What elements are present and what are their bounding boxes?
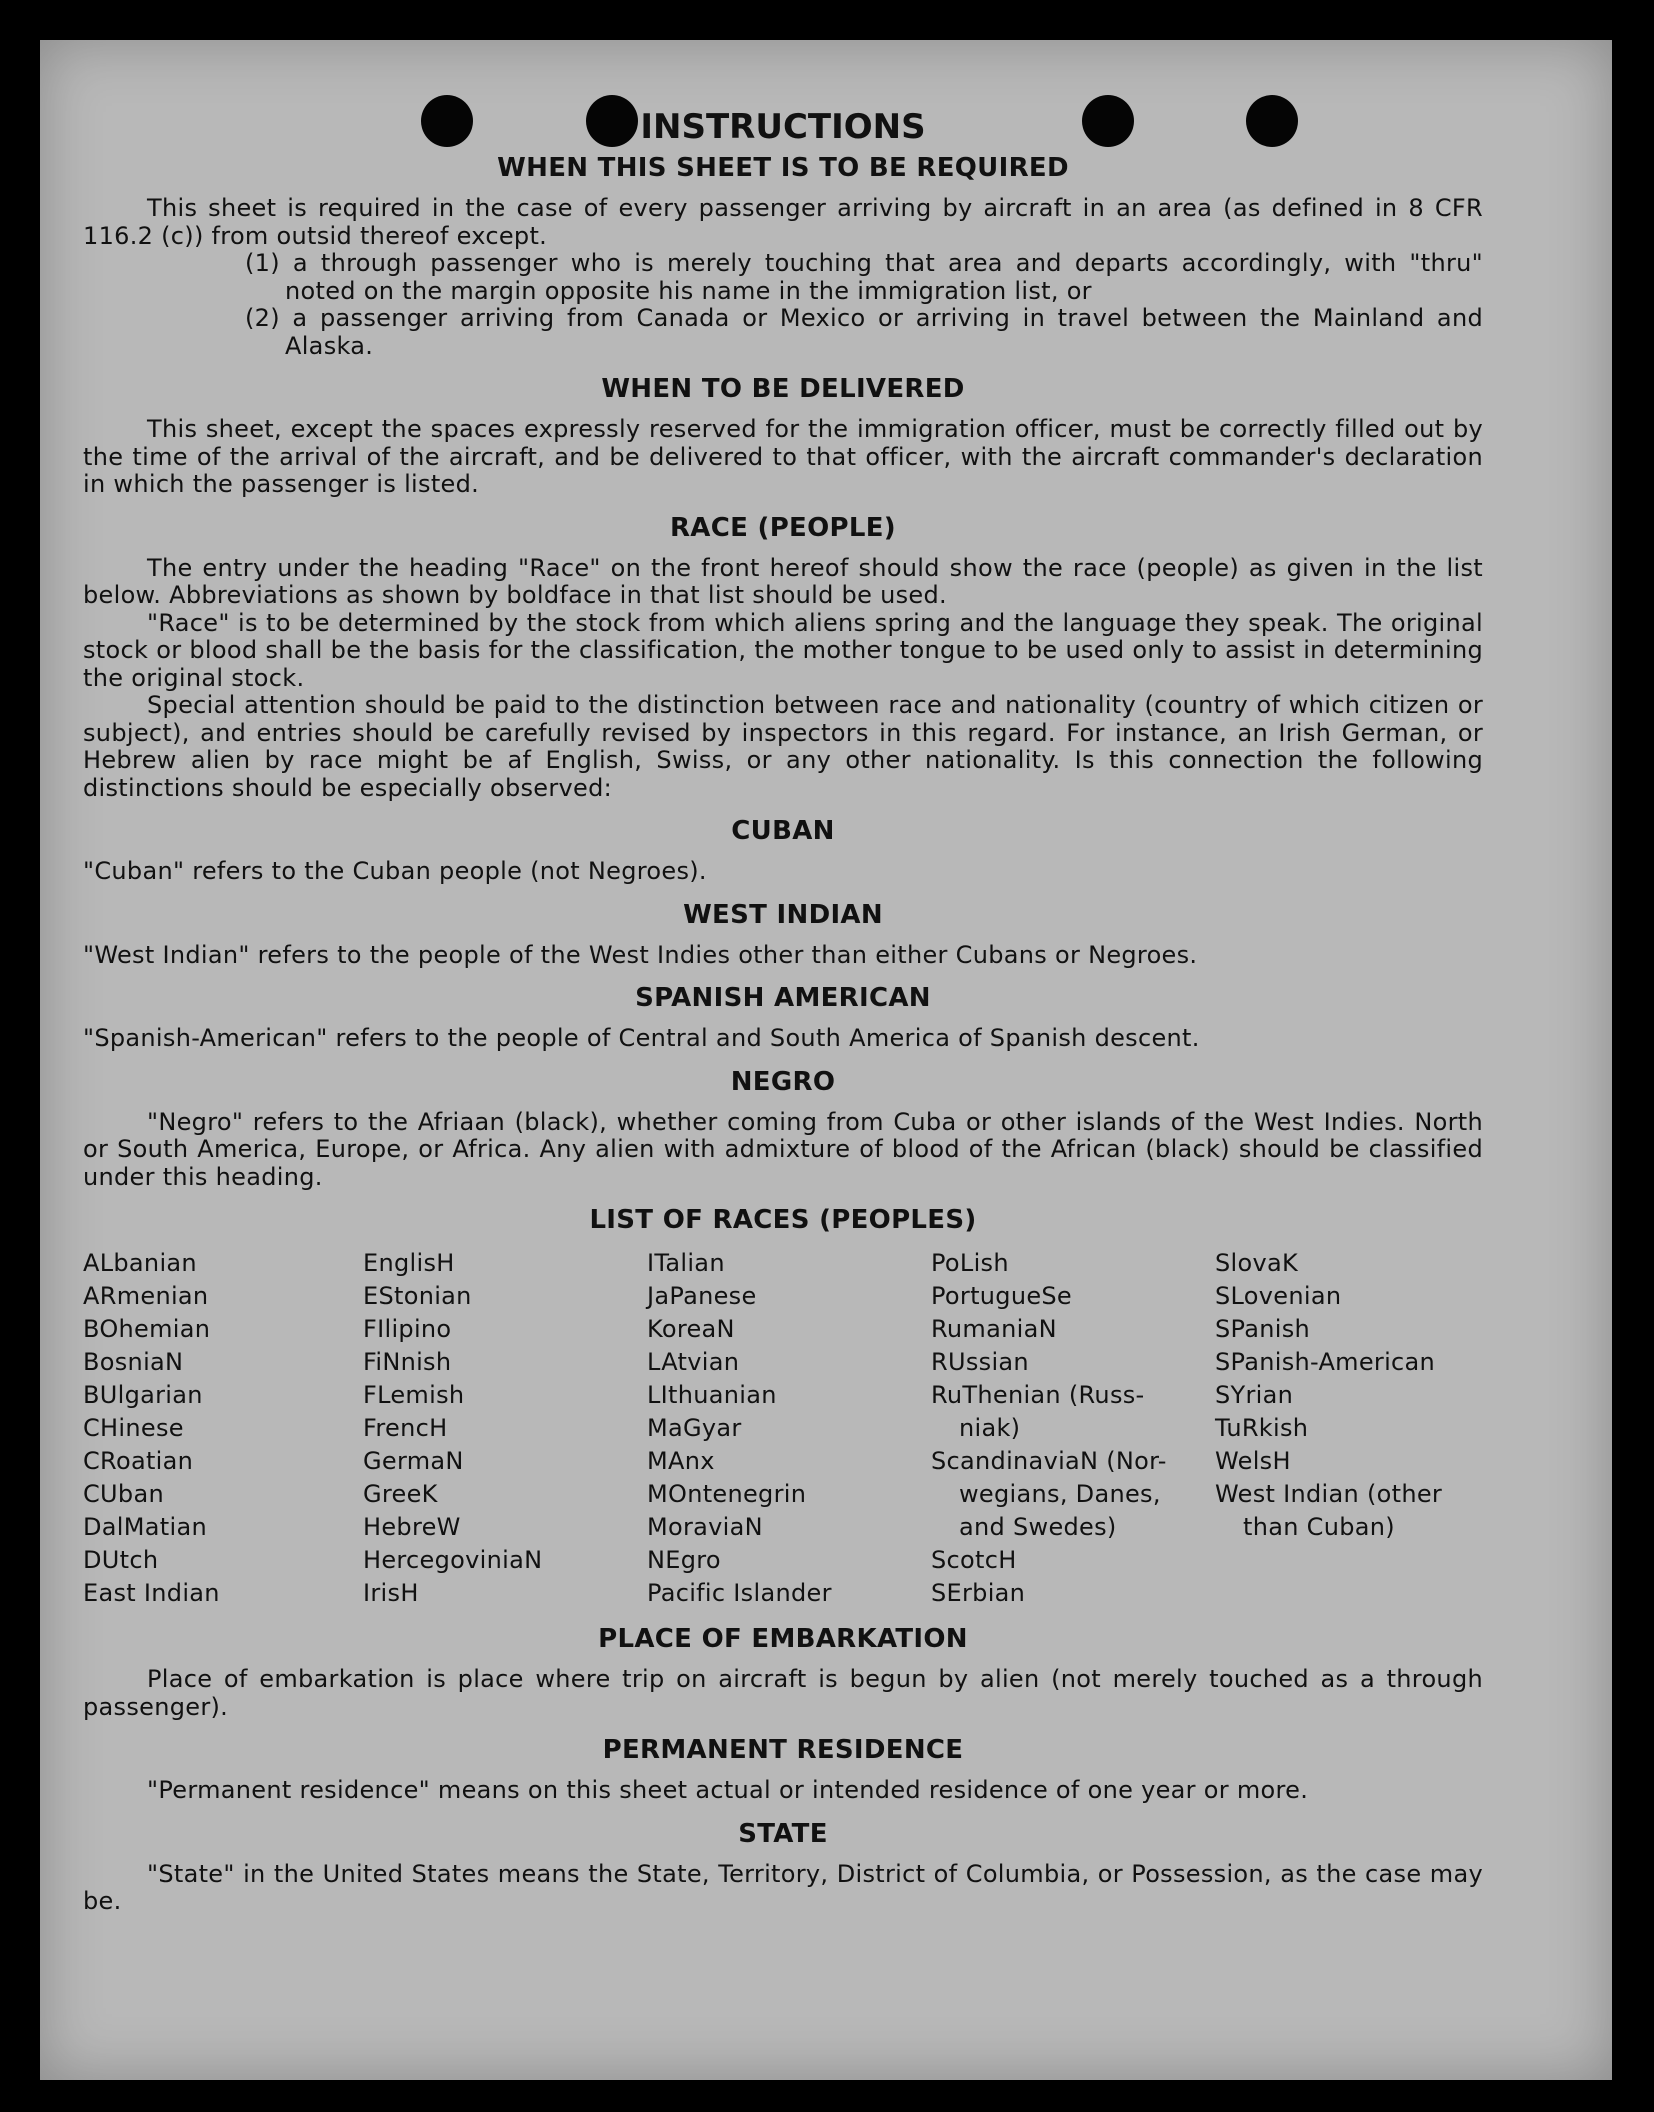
race-item: SlovaK	[1215, 1249, 1299, 1277]
races-column-3	[647, 1247, 931, 1610]
state-paragraph: "State" in the United States means the State, Territory, District of Columbia, or Possession, as the case may be.	[83, 1859, 1483, 1915]
race-item: DUtch	[83, 1546, 159, 1574]
heading-state: STATE	[738, 1818, 828, 1849]
delivered-paragraph: This sheet, except the spaces expressly reserved for the immigration officer, must be correctly filled out by the time of the arrival of the aircraft, and be delivered to that officer, with the aircraft commander's declaration in which the passenger is listed.	[83, 415, 1483, 498]
race-item: MOntenegrin	[647, 1480, 807, 1508]
race-item: BUlgarian	[83, 1381, 203, 1409]
race-paragraph-3: Special attention should be paid to the distinction between race and nationality (country of which citizen or subject), and entries should be carefully revised by inspectors in this regard. For instance, an Irish German, or Hebrew alien by race might be af English, Swiss, or any other nationality. Is this connection the following distinctions should be especially observed:	[83, 691, 1483, 802]
heading-west-indian: WEST INDIAN	[683, 899, 883, 930]
race-item: GreeK	[363, 1480, 438, 1508]
race-item: WelsH	[1215, 1447, 1291, 1475]
required-item-2: (2) a passenger arriving from Canada or Mexico or arriving in travel between the Mainland and Alaska.	[245, 304, 1483, 360]
cuban-paragraph: "Cuban" refers to the Cuban people (not Negroes).	[83, 857, 707, 885]
race-item: MaGyar	[647, 1414, 742, 1442]
heading-negro: NEGRO	[730, 1066, 836, 1097]
race-item: JaPanese	[647, 1282, 757, 1310]
race-paragraph-1: The entry under the heading "Race" on the front hereof should show the race (people) as given in the list below. Abbreviations as shown by boldface in that list should be used.	[83, 553, 1483, 609]
required-paragraph: This sheet is required in the case of every passenger arriving by aircraft in an area (as defined in 8 CFR 116.2 (c)) from outsid thereof except.	[83, 194, 1483, 250]
race-item: niak)	[959, 1414, 1021, 1442]
race-item: than Cuban)	[1243, 1513, 1395, 1541]
instructions-content	[83, 105, 1483, 1916]
race-item: EStonian	[363, 1282, 472, 1310]
race-item: ITalian	[647, 1249, 725, 1277]
race-item: HercegoviniaN	[363, 1546, 543, 1574]
heading-when-delivered: WHEN TO BE DELIVERED	[601, 374, 965, 404]
heading-spanish-american: SPANISH AMERICAN	[635, 983, 931, 1013]
race-item: CRoatian	[83, 1447, 194, 1475]
race-item: NEgro	[647, 1546, 721, 1574]
race-item: SPanish	[1215, 1315, 1311, 1343]
races-column-5	[1215, 1247, 1483, 1610]
races-column-1	[83, 1247, 363, 1610]
race-item: GermaN	[363, 1447, 464, 1475]
race-item: ScandinaviaN (Nor-	[931, 1447, 1167, 1475]
race-item: CUban	[83, 1480, 164, 1508]
race-item: MoraviaN	[647, 1513, 763, 1541]
race-item: KoreaN	[647, 1315, 735, 1343]
race-item: RUssian	[931, 1348, 1029, 1376]
race-item: RuThenian (Russ-	[931, 1381, 1145, 1409]
race-item: West Indian (other	[1215, 1480, 1443, 1508]
required-item-1: (1) a through passenger who is merely touching that area and departs accordingly, with "thru" noted on the margin opposite his name in the immigration list, or	[245, 249, 1483, 305]
spanish-american-paragraph: "Spanish-American" refers to the people of Central and South America of Spanish descent.	[83, 1024, 1200, 1052]
race-item: TuRkish	[1215, 1414, 1309, 1442]
heading-cuban: CUBAN	[731, 816, 835, 846]
page-title: INSTRUCTIONS	[640, 107, 926, 147]
race-item: wegians, Danes,	[959, 1480, 1161, 1508]
race-item: ALbanian	[83, 1249, 197, 1277]
race-item: BOhemian	[83, 1315, 211, 1343]
race-item: Pacific Islander	[647, 1579, 832, 1607]
races-column-2	[363, 1247, 647, 1610]
races-column-4	[931, 1247, 1215, 1610]
race-item: LIthuanian	[647, 1381, 777, 1409]
race-item: CHinese	[83, 1414, 184, 1442]
race-item: SLovenian	[1215, 1282, 1342, 1310]
heading-permanent-residence: PERMANENT RESIDENCE	[602, 1735, 964, 1765]
race-item: ARmenian	[83, 1282, 209, 1310]
race-item: RumaniaN	[931, 1315, 1057, 1343]
race-paragraph-2: "Race" is to be determined by the stock from which aliens spring and the language they speak. The original stock or blood shall be the basis for the classification, the mother tongue to be used only to assist in determining the original stock.	[83, 608, 1483, 692]
heading-list-of-races: LIST OF RACES (PEOPLES)	[589, 1205, 977, 1235]
race-item: EnglisH	[363, 1249, 455, 1277]
race-item: FIlipino	[363, 1315, 452, 1343]
race-item: PoLish	[931, 1249, 1009, 1277]
race-item: East Indian	[83, 1579, 220, 1607]
heading-race: RACE (PEOPLE)	[669, 512, 896, 543]
residence-paragraph: "Permanent residence" means on this sheet actual or intended residence of one year or more.	[147, 1776, 1309, 1804]
race-item: PortugueSe	[931, 1282, 1072, 1310]
west-indian-paragraph: "West Indian" refers to the people of the West Indies other than either Cubans or Negroes.	[83, 940, 1198, 969]
race-item: BosniaN	[83, 1348, 184, 1376]
heading-place-of-embarkation: PLACE OF EMBARKATION	[598, 1624, 968, 1654]
races-list	[83, 1247, 1483, 1610]
race-item: LAtvian	[647, 1348, 740, 1376]
embarkation-paragraph: Place of embarkation is place where trip on aircraft is begun by alien (not merely touched as a through passenger).	[83, 1665, 1483, 1721]
heading-when-required: WHEN THIS SHEET IS TO BE REQUIRED	[497, 153, 1069, 183]
race-item: SYrian	[1215, 1381, 1294, 1409]
race-item: IrisH	[363, 1579, 419, 1607]
race-item: SErbian	[931, 1579, 1026, 1607]
negro-paragraph: "Negro" refers to the Afriaan (black), whether coming from Cuba or other islands of the West Indies. North or South America, Europe, or Africa. Any alien with admixture of blood of the African (black) should be classified under this heading.	[83, 1107, 1483, 1191]
race-item: FrencH	[363, 1414, 448, 1442]
race-item: DalMatian	[83, 1513, 207, 1541]
race-item: FLemish	[363, 1381, 465, 1409]
race-item: MAnx	[647, 1447, 715, 1475]
race-item: ScotcH	[931, 1546, 1017, 1574]
race-item: HebreW	[363, 1513, 461, 1541]
race-item: FiNnish	[363, 1348, 452, 1376]
race-item: and Swedes)	[959, 1513, 1117, 1541]
race-item: SPanish-American	[1215, 1348, 1436, 1376]
